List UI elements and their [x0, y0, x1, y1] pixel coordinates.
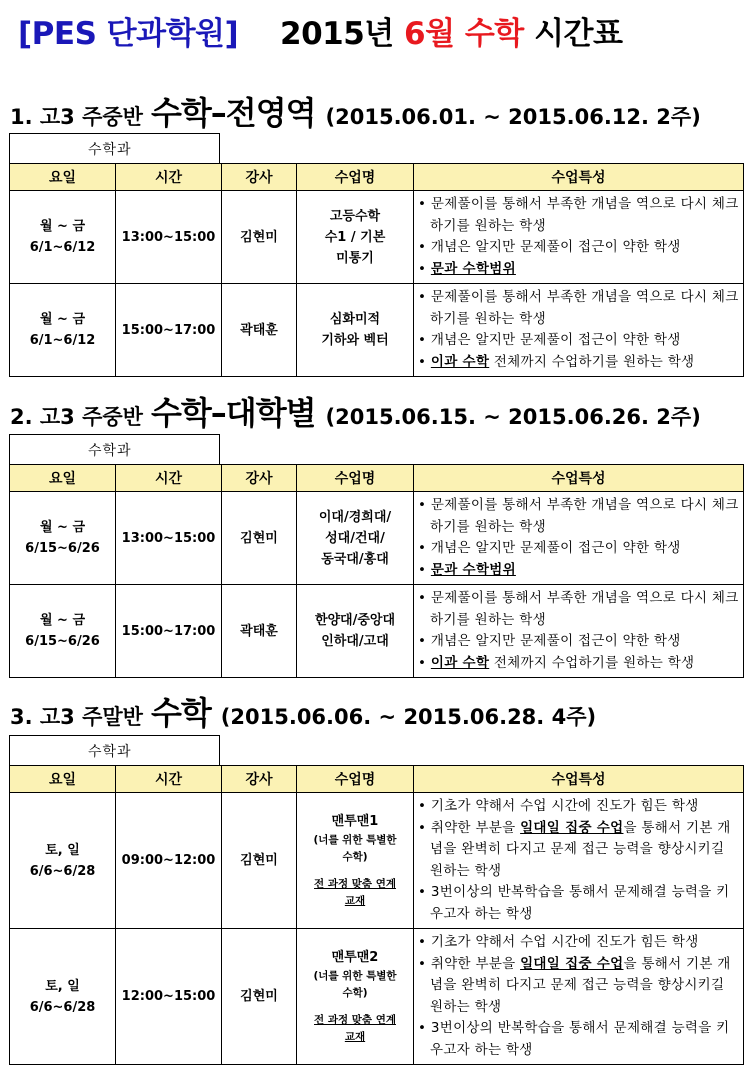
course-spacer	[297, 1002, 413, 1012]
column-header: 시간	[116, 465, 222, 492]
day-cell	[10, 793, 116, 929]
day-text: 토, 일	[45, 978, 80, 994]
section-period: (2015.06.15. ~ 2015.06.26. 2주)	[325, 405, 701, 429]
feature-text: 전체까지 수업하기를 원하는 학생	[489, 353, 695, 370]
teacher-cell: 김현미	[222, 492, 297, 585]
time-cell: 13:00~15:00	[116, 492, 222, 585]
course-name-line: 고등수학	[329, 208, 381, 224]
time-cell: 15:00~17:00	[116, 284, 222, 377]
feature-item	[418, 588, 739, 631]
feature-text: 3번이상의 반복학습을 통해서 문제해결 능력을 키우고자 하는 학생	[430, 884, 730, 922]
feature-highlight: 이과 수학	[430, 654, 490, 671]
day-cell	[10, 585, 116, 678]
table-row	[10, 585, 744, 678]
section-name: 수학–대학별	[150, 394, 316, 432]
time-cell: 12:00~15:00	[116, 929, 222, 1065]
table-row	[10, 492, 744, 585]
feature-item	[418, 495, 739, 538]
column-header: 시간	[116, 164, 222, 191]
feature-item	[418, 259, 739, 281]
section-period: (2015.06.01. ~ 2015.06.12. 2주)	[325, 105, 701, 129]
course-cell	[297, 284, 414, 377]
feature-text: 기초가 약해서 수업 시간에 진도가 힘든 학생	[430, 798, 699, 814]
title-year: 2015년	[280, 15, 394, 52]
feature-text: 전체까지 수업하기를 원하는 학생	[489, 654, 695, 671]
day-text: 월 ~ 금	[39, 219, 86, 234]
day-text: 월 ~ 금	[39, 312, 86, 327]
column-header: 강사	[222, 465, 297, 492]
title-text	[280, 8, 622, 53]
day-cell	[10, 284, 116, 377]
day-cell	[10, 191, 116, 284]
course-cell	[297, 492, 414, 585]
section-name: 수학–전영역	[150, 94, 316, 132]
course-subtitle: (너를 위한 특별한	[313, 970, 397, 982]
section-period: (2015.06.06. ~ 2015.06.28. 4주)	[220, 705, 597, 729]
teacher-cell: 곽태훈	[222, 284, 297, 377]
feature-item	[418, 237, 739, 259]
feature-item	[418, 194, 739, 237]
date-range: 6/15~6/26	[25, 634, 100, 649]
time-cell: 15:00~17:00	[116, 585, 222, 678]
course-cell	[297, 793, 414, 929]
section-title	[10, 88, 701, 134]
feature-text: 취약한 부분을	[430, 955, 521, 972]
time-cell: 09:00~12:00	[116, 793, 222, 929]
course-note: 교재	[344, 1031, 366, 1043]
column-header: 수업명	[297, 164, 414, 191]
course-name-line: 인하대/고대	[321, 634, 389, 649]
features-cell	[414, 284, 744, 377]
feature-text: 문제풀이를 통해서 부족한 개념을 역으로 다시 체크 하기를 원하는 학생	[430, 289, 739, 327]
feature-text: 을 통해서 기본 개념을 완벽히 다지고 문제 접근 능력을 향상시키길 원하는 학생	[430, 955, 731, 1015]
table-header-row	[10, 164, 744, 191]
schedule-table	[9, 163, 744, 377]
column-header: 요일	[10, 164, 116, 191]
date-range: 6/1~6/12	[29, 333, 96, 348]
course-name-line: 한양대/중앙대	[314, 613, 396, 628]
department-label: 수학과	[9, 133, 220, 163]
schedule-table	[9, 464, 744, 678]
feature-item	[418, 818, 739, 883]
table-header-row	[10, 766, 744, 793]
day-text: 토, 일	[45, 842, 80, 858]
course-cell	[297, 929, 414, 1065]
course-name: 맨투맨1	[331, 814, 379, 829]
column-header: 수업명	[297, 766, 414, 793]
feature-item	[418, 631, 739, 653]
day-text: 월 ~ 금	[39, 520, 86, 535]
features-cell	[414, 929, 744, 1065]
feature-item	[418, 538, 739, 560]
course-cell	[297, 191, 414, 284]
feature-highlight: 문과 수학범위	[430, 260, 516, 277]
day-cell	[10, 929, 116, 1065]
feature-text: 개념은 알지만 문제풀이 접근이 약한 학생	[430, 332, 681, 348]
feature-item	[418, 560, 739, 582]
feature-text: 3번이상의 반복학습을 통해서 문제해결 능력을 키우고자 하는 학생	[430, 1020, 730, 1058]
table-row	[10, 284, 744, 377]
column-header: 요일	[10, 465, 116, 492]
course-subtitle: 수학)	[342, 987, 368, 999]
column-header: 강사	[222, 164, 297, 191]
department-label: 수학과	[9, 735, 220, 765]
table-header-row	[10, 465, 744, 492]
teacher-cell: 김현미	[222, 793, 297, 929]
feature-item	[418, 796, 739, 818]
table-row	[10, 929, 744, 1065]
course-name-line: 수1 / 기본	[324, 229, 386, 245]
section-title	[10, 688, 596, 734]
feature-text: 기초가 약해서 수업 시간에 진도가 힘든 학생	[430, 934, 699, 950]
title-month: 6월	[404, 15, 455, 52]
date-range: 6/6~6/28	[29, 999, 96, 1015]
feature-item	[418, 1018, 739, 1061]
teacher-cell: 곽태훈	[222, 585, 297, 678]
feature-text: 개념은 알지만 문제풀이 접근이 약한 학생	[430, 633, 681, 649]
features-cell	[414, 585, 744, 678]
column-header: 수업특성	[414, 465, 744, 492]
department-label: 수학과	[9, 434, 220, 464]
day-text: 월 ~ 금	[39, 613, 86, 628]
course-name-line: 성대/건대/	[325, 530, 385, 546]
page-title	[0, 6, 754, 54]
section-prefix: 3. 고3 주말반	[10, 705, 143, 729]
course-note: 교재	[344, 895, 366, 907]
course-subtitle: (너를 위한 특별한	[313, 834, 397, 846]
feature-highlight: 문과 수학범위	[430, 561, 516, 578]
teacher-cell: 김현미	[222, 929, 297, 1065]
course-subtitle: 수학)	[342, 851, 368, 863]
day-cell	[10, 492, 116, 585]
column-header: 수업특성	[414, 766, 744, 793]
section-title	[10, 388, 701, 434]
feature-item	[418, 954, 739, 1019]
feature-text: 문제풀이를 통해서 부족한 개념을 역으로 다시 체크 하기를 원하는 학생	[430, 497, 739, 535]
column-header: 수업특성	[414, 164, 744, 191]
course-note: 전 과정 맞춤 연계	[314, 878, 396, 890]
feature-highlight: 일대일 집중 수업	[520, 819, 624, 836]
date-range: 6/1~6/12	[29, 240, 96, 255]
feature-highlight: 이과 수학	[430, 353, 490, 370]
features-cell	[414, 191, 744, 284]
feature-item	[418, 653, 739, 675]
course-name-line: 심화미적	[329, 312, 381, 327]
feature-highlight: 일대일 집중 수업	[520, 955, 624, 972]
column-header: 강사	[222, 766, 297, 793]
course-spacer	[297, 866, 413, 876]
features-cell	[414, 793, 744, 929]
date-range: 6/15~6/26	[25, 541, 100, 556]
time-cell: 13:00~15:00	[116, 191, 222, 284]
title-suffix: 시간표	[534, 15, 623, 52]
feature-text: 취약한 부분을	[430, 819, 521, 836]
course-name: 맨투맨2	[331, 950, 379, 965]
features-cell	[414, 492, 744, 585]
column-header: 요일	[10, 766, 116, 793]
academy-name: [PES 단과학원]	[18, 15, 239, 52]
feature-item	[418, 330, 739, 352]
feature-text: 개념은 알지만 문제풀이 접근이 약한 학생	[430, 239, 681, 255]
feature-item	[418, 932, 739, 954]
feature-item	[418, 352, 739, 374]
feature-item	[418, 882, 739, 925]
course-name-line: 동국대/홍대	[321, 551, 389, 567]
teacher-cell: 김현미	[222, 191, 297, 284]
section-prefix: 1. 고3 주중반	[10, 105, 143, 129]
feature-text: 개념은 알지만 문제풀이 접근이 약한 학생	[430, 540, 681, 556]
table-row	[10, 191, 744, 284]
course-name-line: 기하와 벡터	[321, 333, 389, 348]
column-header: 수업명	[297, 465, 414, 492]
feature-text: 문제풀이를 통해서 부족한 개념을 역으로 다시 체크 하기를 원하는 학생	[430, 590, 739, 628]
title-subject: 수학	[464, 15, 524, 52]
course-cell	[297, 585, 414, 678]
table-row	[10, 793, 744, 929]
feature-text: 을 통해서 기본 개념을 완벽히 다지고 문제 접근 능력을 향상시키길 원하는 학생	[430, 819, 731, 879]
schedule-table	[9, 765, 744, 1065]
section-prefix: 2. 고3 주중반	[10, 405, 143, 429]
course-note: 전 과정 맞춤 연계	[314, 1014, 396, 1026]
section-name: 수학	[150, 694, 211, 732]
feature-text: 문제풀이를 통해서 부족한 개념을 역으로 다시 체크 하기를 원하는 학생	[430, 196, 739, 234]
column-header: 시간	[116, 766, 222, 793]
date-range: 6/6~6/28	[29, 863, 96, 879]
feature-item	[418, 287, 739, 330]
course-name-line: 이대/경희대/	[318, 509, 392, 525]
course-name-line: 미통기	[336, 250, 374, 266]
